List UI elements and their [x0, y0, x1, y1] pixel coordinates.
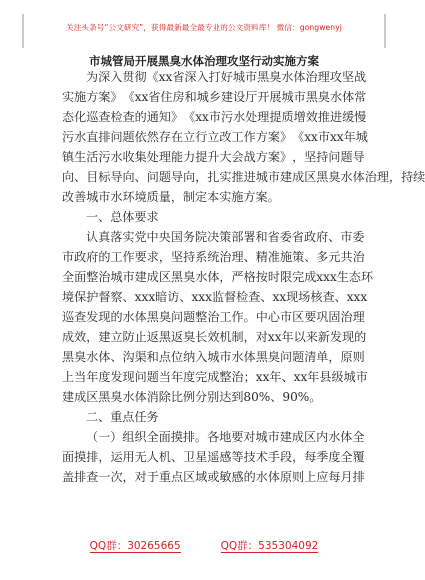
footer	[0, 538, 408, 554]
text-line: 成 效 ， 建 立 防 止 返 黑 返 臭 长 效 机 制 ， 对 x x 年 以 来 新 发 现 的	[62, 330, 367, 344]
text-line: 向 、 目 标 导 向 、 问 题 导 向 ， 扎 实 推 进 城 市 建 成 区 黑 臭 水 体 治 理 ， 持 续	[62, 170, 425, 184]
text-line: 境 保 护 督 察 、 x x x 暗 访 、 x x x 监 督 检 查 、 x x 现 场 核 查 、 x x x	[62, 290, 368, 304]
text-line: 实 施 方 案 》 《 x x 省 住 房 和 城 乡 建 设 厅 开 展 城 市 黑 臭 水 体 常	[62, 90, 367, 104]
link-underline	[221, 552, 319, 553]
footer-qq-group-1[interactable]: QQ群：30265665	[89, 540, 181, 552]
text-line: 污 水 直 排 问 题 依 然 存 在 立 行 立 改 工 作 方 案 》 《 x x 市 x x 年 城	[62, 130, 368, 144]
text-line: 盖 排 查 一 次 ， 对 于 重 点 区 域 或 敏 感 的 水 体 原 则 上 应 每 月 排	[62, 470, 365, 484]
text-line: 认 真 落 实 党 中 央 国 务 院 决 策 部 署 和 省 委 省 政 府 、 市 委	[86, 230, 365, 244]
text-line: 全 面 整 治 城 市 建 成 区 黑 臭 水 体 ， 严 格 按 时 限 完 成 x x x 生 态 环	[62, 270, 374, 284]
text-line: 黑 臭 水 体 、 沟 渠 和 点 位 纳 入 城 市 水 体 黑 臭 问 题 清 单 ， 原 则	[62, 350, 365, 364]
text-line: 上 当 年 度 发 现 问 题 当 年 度 完 成 整 治 ； x x 年 、 x x 年 县 级 城 市	[62, 370, 368, 384]
text-line: 巡 查 发 现 的 水 体 黑 臭 问 题 整 治 工 作 。 中 心 市 区 要 巩 固 治 理	[62, 310, 365, 324]
footer-qq-group-2[interactable]: QQ群：535304092	[220, 540, 319, 552]
text-line: 态 化 巡 查 检 查 的 通 知 》 《 x x 市 污 水 处 理 提 质 增 效 推 进 缓 慢	[62, 110, 367, 124]
banner-text: 关注头条号“公文研究”，获得最新最全最专业的公文资料库！ 微信：gongwenyj	[66, 23, 342, 32]
text-line: 为 深 入 贯 彻 《 x x 省 深 入 打 好 城 市 黑 臭 水 体 治 理 攻 坚 战	[86, 70, 367, 84]
link-underline	[90, 552, 181, 553]
text-line: 改善城市水环境质量，制定本实施方案。	[62, 190, 280, 204]
text-line: 面 摸 排 ， 运 用 无 人 机 、 卫 星 遥 感 等 技 术 手 段 ， 每 季 度 全 覆	[62, 450, 365, 464]
document-title: 市城管局开展黑臭水体治理攻坚行动实施方案	[89, 54, 319, 68]
text-line: （ 一 ） 组 织 全 面 摸 排 。 各 地 要 对 城 市 建 成 区 内 水 体 全	[86, 430, 365, 444]
text-line: 市 政 府 的 工 作 要 求 ， 坚 持 系 统 治 理 、 精 准 施 策 、 多 元 共 治	[62, 250, 365, 264]
text-line: 镇 生 活 污 水 收 集 处 理 能 力 提 升 大 会 战 方 案 》 ， 坚 持 问 题 导	[62, 150, 365, 164]
text-line: 二、重点任务	[86, 410, 159, 424]
text-line: 建成区黑臭水体消除比例分别达到80%、90%。	[62, 390, 322, 404]
document-body	[62, 67, 425, 487]
header-banner	[22, 14, 386, 48]
text-line: 一、总体要求	[86, 210, 159, 224]
